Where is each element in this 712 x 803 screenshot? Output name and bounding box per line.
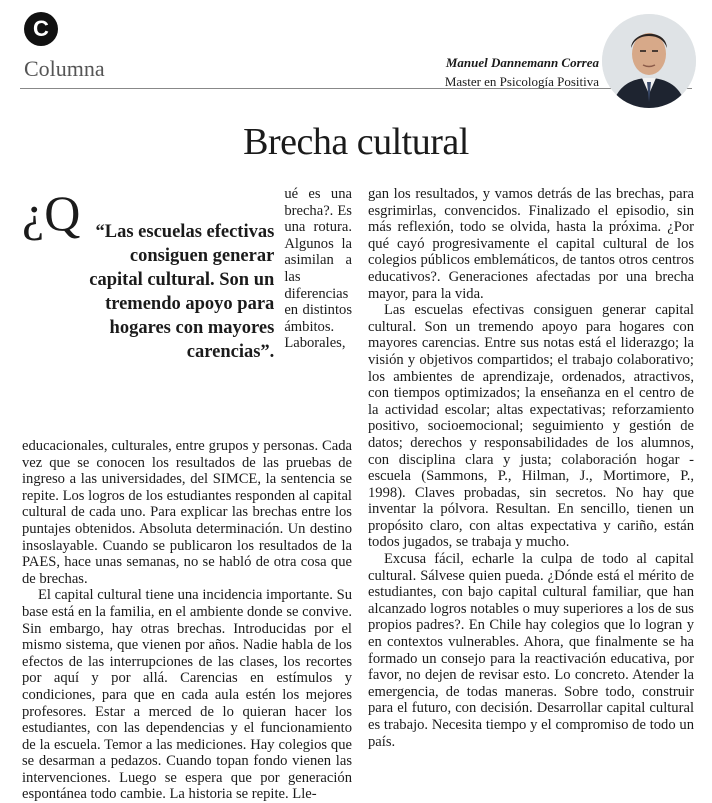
pull-quote: “Las escuelas efectivas consiguen generar capital cultural. Son un tremendo apoyo para hogares con mayores carencias”.: [89, 222, 275, 362]
article-paragraph: [22, 186, 352, 587]
article-paragraph: gan los resultados, y vamos detrás de las brechas, para esgrimirlas, convencidos. Finalizado el episodio, sin más reflexión, todo se olvida, hasta la próxima. ¿Por qué cayó progresivamente el capital cultural de los colegios públicos emblemáticos, de tantos otros centros educativos?. Generaciones afectadas por una brecha mayor, para la vida.: [368, 186, 694, 302]
article-paragraph: Las escuelas efectivas consiguen generar capital cultural. Son un tremendo apoyo para hogares con mayores carencias. Entre sus notas está el liderazgo; la visión y objetivos compartidos; el trabajo colaborativo; los ambientes de aprendizaje, ordenados, atractivos, con tiempos optimizados; la enseñanza en el centro de la actividad escolar; altas expectativas; reforzamiento positivo, socioemocional; seguimiento y gestión de datos; derechos y responsabilidades de los alumnos, con disciplina clara y justa; colaboración hogar - escuela (Sammons, P., Hilman, J., Mortimore, P., 1998). Claves probadas, sin secretos. No hay que inventar la pólvora. Resultan. En sencillo, tienen un propósito claro, con altas expectativa y cariño, están todos jugados, se trabaja y mucho.: [368, 302, 694, 551]
article-column-2: [368, 186, 694, 750]
section-label: Columna: [24, 56, 105, 81]
author-photo: [602, 14, 696, 108]
article-paragraph: El capital cultural tiene una incidencia importante. Su base está en la familia, en el ambiente donde se convive. Sin embargo, hay otras brechas. Introducidas por el mismo sistema, que vienen por años. Nadie habla de los efectos de las interrupciones de las clases, los recortes por aquí y por allá. Carencias en estímulos y condiciones, para que en cada aula estén los mejores profesores. Estar a merced de lo quieran hacer los estudiantes, con las dependencias y el funcionamiento de la escuela. Temor a las mediciones. Hay colegios que se desarman a pedazos. Cuando topan fondo vienen las intervenciones. Luego se espera que por generación espontánea todo cambie. La historia se repite. Lle-: [22, 587, 352, 803]
author-portrait-image: [602, 14, 696, 108]
article-column-1: [22, 186, 352, 803]
drop-cap: ¿Q: [22, 185, 81, 241]
paragraph-text: ué es una brecha?. Es una rotura. Algunos la asimilan a las diferencias en distintos ámbitos. Laborales, educacionales, culturales, entre grupos y personas. Cada vez que se conocen los resultados de las pruebas de ingreso a las universidades, del SIMCE, la sentencia se repite. Los logros de los estudiantes responden al capital cultural de cada uno. Para explicar las brechas entre los puntajes obtenidos. Absoluta determinación. Un destino insoslayable. Cuando se publicaron los resultados de la PAES, hace unas semanas, no se habló de otra cosa que de brechas.: [22, 186, 352, 587]
column-badge: C: [24, 12, 58, 46]
article-title: Brecha cultural: [243, 121, 469, 163]
author-name: Manuel Dannemann Correa: [445, 55, 599, 70]
author-role: Master en Psicología Positiva: [444, 74, 599, 89]
author-block: [445, 55, 599, 90]
article-paragraph: Excusa fácil, echarle la culpa de todo al capital cultural. Sálvese quien pueda. ¿Dónde está el mérito de estudiantes, con bajo capital cultural familiar, que han alcanzado logros notables o muy superiores a los de sus propios padres?. En Chile hay colegios que lo logran y en contextos vulnerables. Ahora, que finalmente se ha formado un consejo para la reactivación educativa, por favor, no dejen de revisar esto. Lo concreto. Atender la emergencia, de todas maneras. Sobre todo, construir para el futuro, con decisión. Desarrollar capital cultural es trabajo. Necesita tiempo y el compromiso de todo un país.: [368, 551, 694, 750]
